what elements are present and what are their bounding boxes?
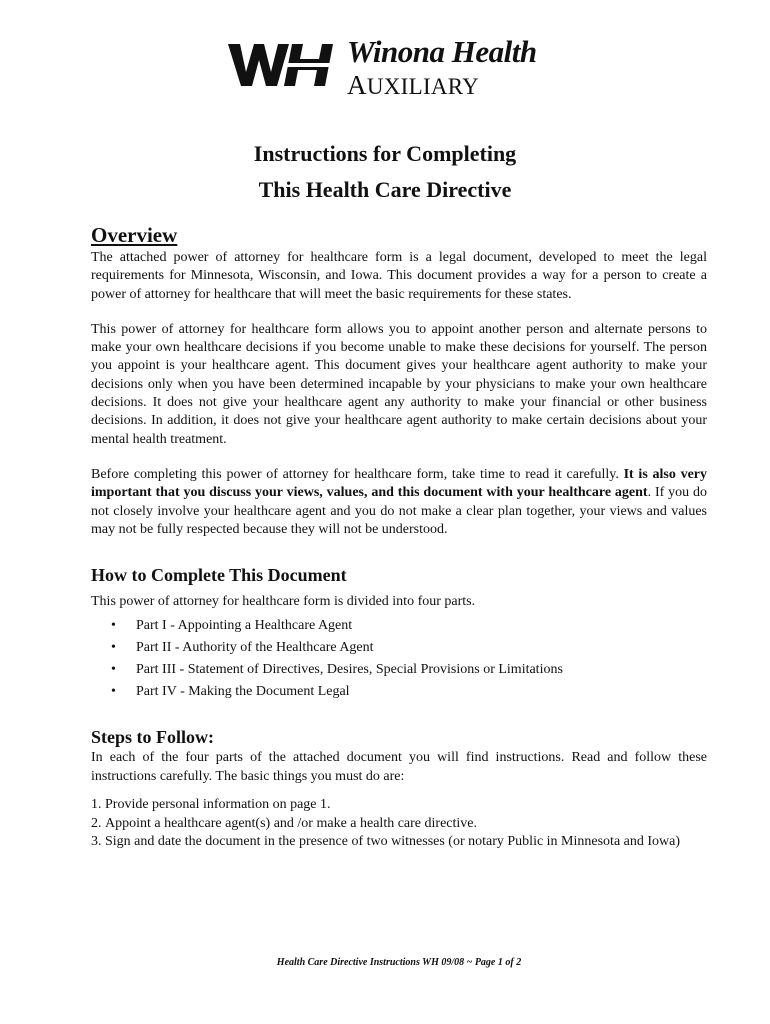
document-body [91,221,707,852]
bullet-icon: • [111,640,116,656]
list-item: • Part I - Appointing a Healthcare Agent [91,615,707,637]
bullet-icon: • [111,662,116,678]
list-item: 1. Provide personal information on page 1. [91,797,331,813]
p3-end: . If you do not closely involve your healthcare agent and you do not make a clear plan together, your views and values may not be fully respected because they will not be understood. [91,485,707,537]
overview-paragraph-3 [91,466,707,539]
overview-paragraph-2: This power of attorney for healthcare form allows you to appoint another person and alternate persons to make your own healthcare decisions if you become unable to make these decisions for yourself. The person you appoint is your healthcare agent. This document gives your healthcare agent authority to make your decisions only when you have been determined incapable by your physicians to make your own healthcare decisions. It does not give your healthcare agent any authority to make your financial or other business decisions. In addition, it does not give your healthcare agent authority to make certain decisions about your mental health treatment. [91,321,707,447]
logo-subtitle-rest: UXILIARY [366,74,480,99]
steps-heading: Steps to Follow: [91,727,214,748]
logo-subtitle-cap: A [347,70,367,100]
list-item: 3. Sign and date the document in the presence of two witnesses (or notary Public in Minnesota and Iowa) [91,834,681,850]
overview-heading: Overview [91,223,178,247]
list-item: 2. Appoint a healthcare agent(s) and /or make a health care directive. [91,815,477,831]
list-item: • Part II - Authority of the Healthcare Agent [91,637,707,659]
how-to-heading: How to Complete This Document [91,565,347,586]
bullet-icon: • [111,684,116,700]
wh-logo-mark [228,42,340,88]
page-footer: Health Care Directive Instructions WH 09/08 ~ Page 1 of 2 [276,957,522,968]
logo-title: Winona Health [347,34,537,69]
steps-intro: In each of the four parts of the attached document you will find instructions. Read and follow these instructions carefully. The basic things you must do are: [91,750,707,784]
logo-subtitle [347,72,479,99]
bullet-icon: • [111,618,116,634]
p3-bold: It is also very important that you discuss your views, values, and this document with your healthcare agent [91,466,707,501]
list-item: • Part III - Statement of Directives, Desires, Special Provisions or Limitations [91,659,707,681]
document-title-line1: Instructions for Completing [253,141,517,166]
winona-health-logo [228,36,578,100]
how-to-intro: This power of attorney for healthcare form is divided into four parts. [91,594,476,610]
p3-start: Before completing this power of attorney for healthcare form, take time to read it carefully. [91,466,624,482]
list-item: • Part IV - Making the Document Legal [91,681,707,703]
steps-list [91,796,707,852]
overview-paragraph-1: The attached power of attorney for healthcare form is a legal document, developed to meet the legal requirements for Minnesota, Wisconsin, and Iowa. This document provides a way for a person to create a power of attorney for healthcare that will meet the basic requirements for these states. [91,250,707,302]
parts-list [91,615,707,703]
document-title-line2: This Health Care Directive [258,177,512,202]
